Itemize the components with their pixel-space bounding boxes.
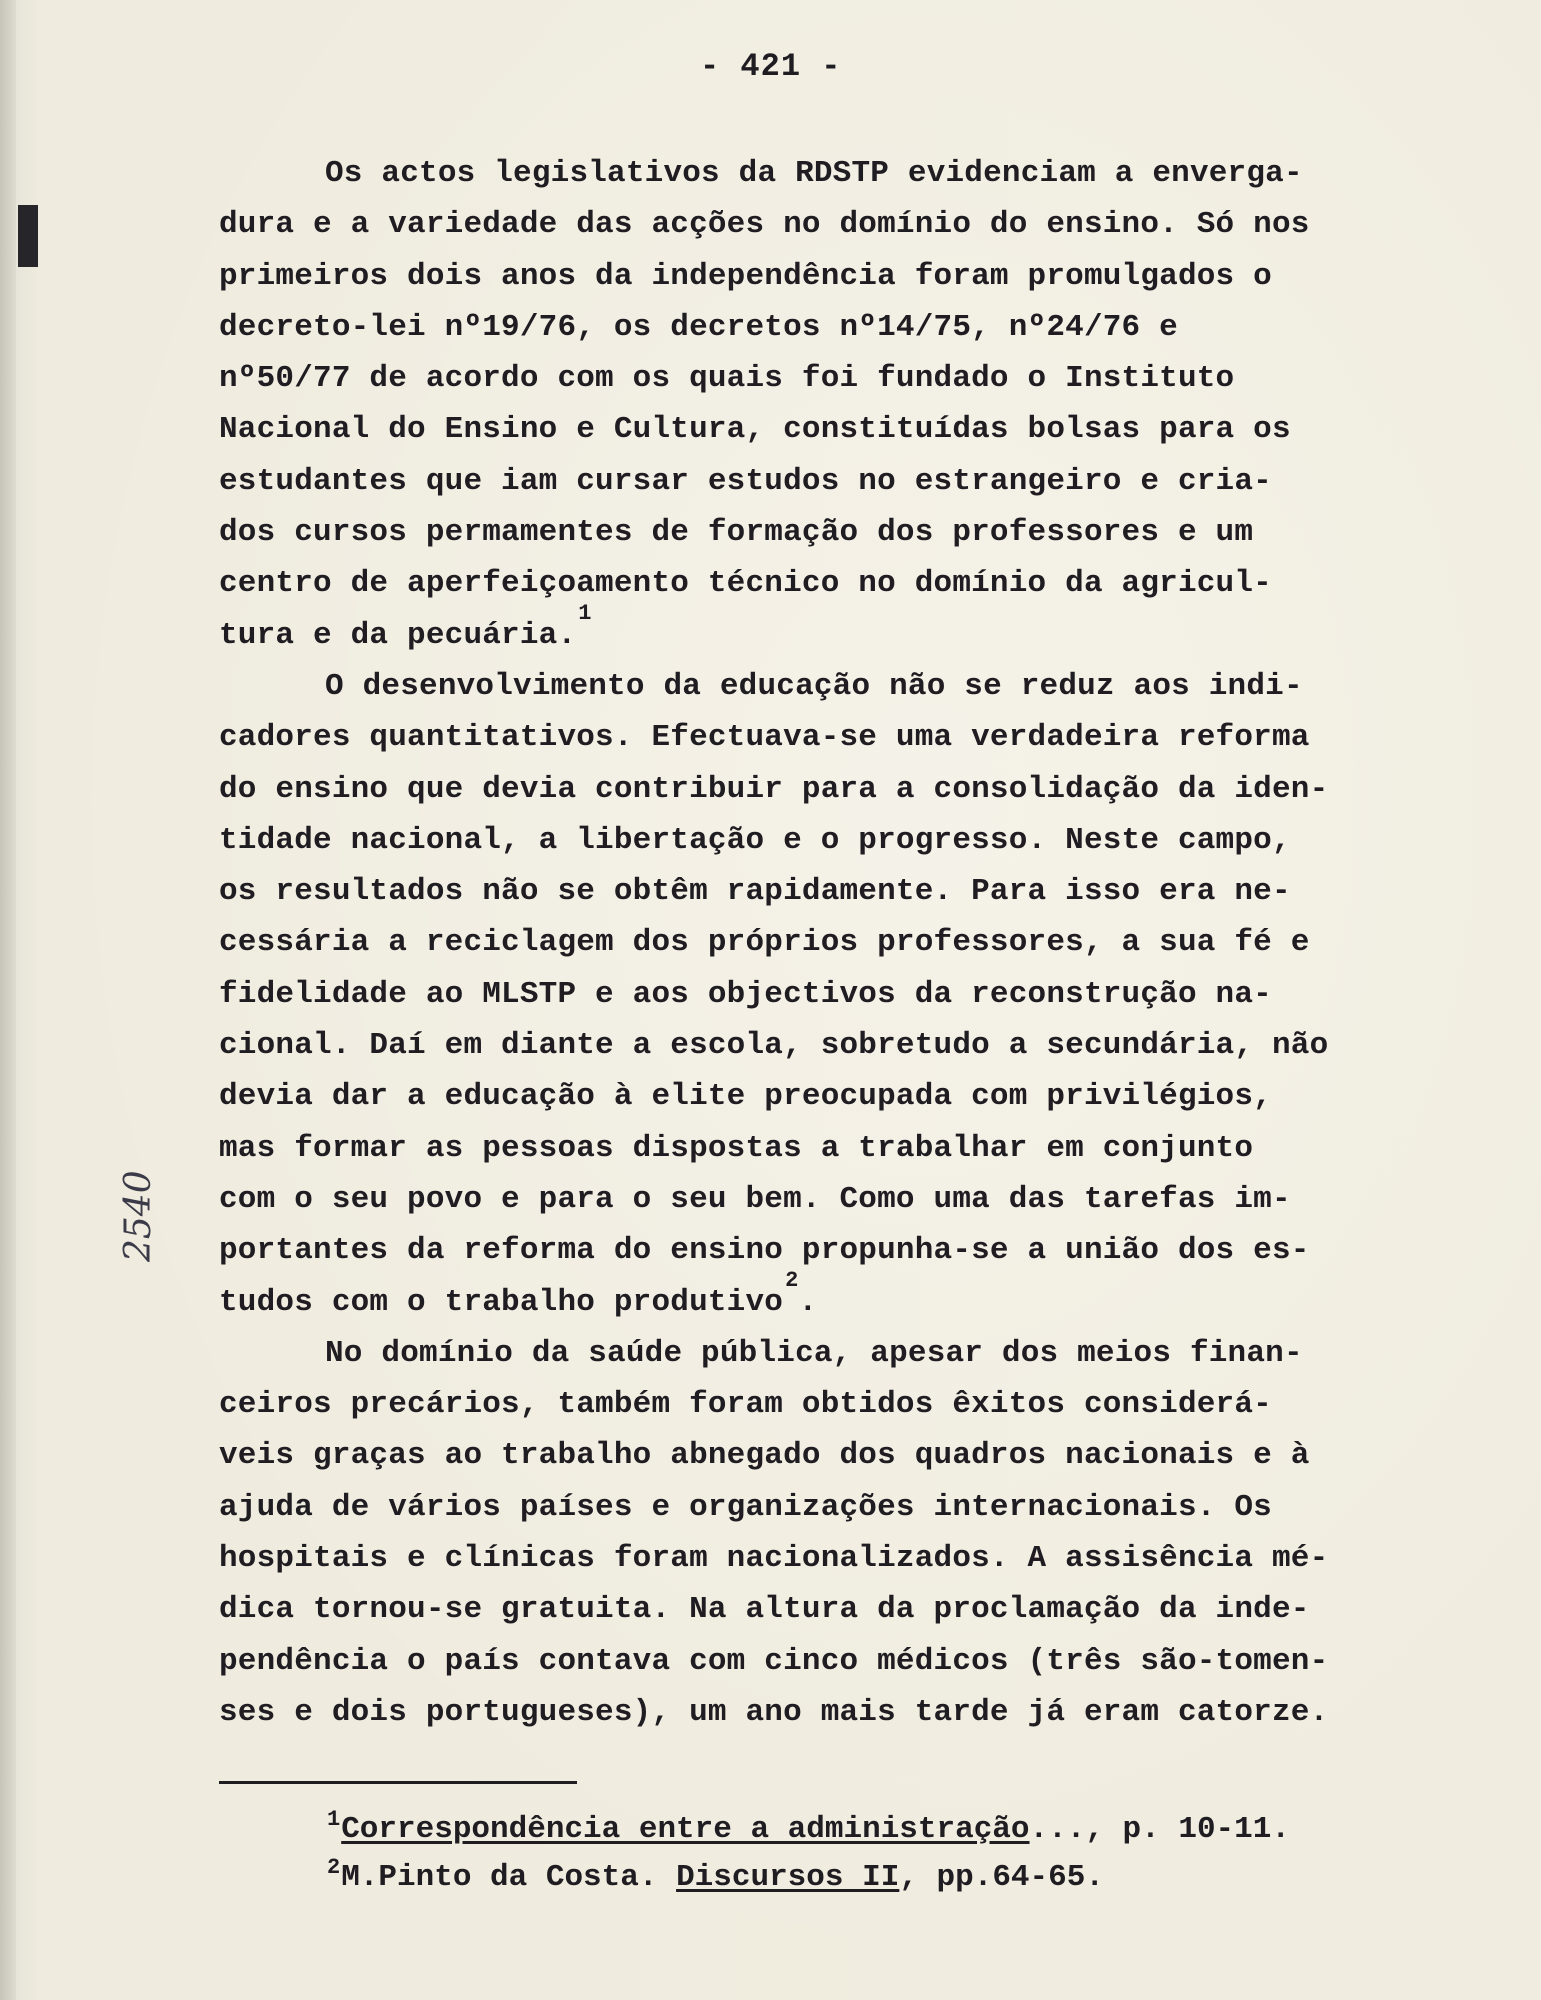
body-line: O desenvolvimento da educação não se reduz aos indi- [325, 668, 1303, 704]
body-line: dos cursos permamentes de formação dos professores e um [219, 515, 1254, 551]
body-line: No domínio da saúde pública, apesar dos meios finan- [325, 1335, 1303, 1371]
body-line: ses e dois portugueses), um ano mais tarde já eram catorze. [219, 1694, 1329, 1730]
binding-edge [0, 0, 16, 2000]
body-line-text: tudos com o trabalho produtivo [219, 1284, 784, 1320]
footnote-title: Discursos II [676, 1860, 900, 1895]
body-line: dura e a variedade das acções no domínio do ensino. Só nos [219, 207, 1310, 243]
body-line: centro de aperfeiçoamento técnico no domínio da agricul- [219, 566, 1272, 602]
page-number: - 421 - [700, 48, 842, 85]
body-line: hospitais e clínicas foram nacionalizados. A assisência mé- [219, 1541, 1329, 1577]
body-line: fidelidade ao MLSTP e aos objectivos da reconstrução na- [219, 976, 1272, 1012]
body-line: dica tornou-se gratuita. Na altura da proclamação da inde- [219, 1592, 1310, 1628]
body-line: Nacional do Ensino e Cultura, constituídas bolsas para os [219, 412, 1291, 448]
body-line: ajuda de vários países e organizações internacionais. Os [219, 1489, 1272, 1525]
footnote-pages: , pp.64-65. [899, 1860, 1104, 1895]
footnote-2 [327, 1855, 1477, 1895]
sentence-period: . [798, 1284, 818, 1320]
body-line: nº50/77 de acordo com os quais foi fundado o Instituto [219, 361, 1235, 397]
footnote-1 [327, 1807, 1477, 1847]
footnote-ref-1: 1 [578, 601, 592, 627]
body-line: ceiros precários, também foram obtidos êxitos considerá- [219, 1387, 1272, 1423]
footnote-pages: ..., p. 10-11. [1029, 1812, 1290, 1847]
footnote-author: M.Pinto da Costa. [341, 1860, 677, 1895]
body-line: tidade nacional, a libertação e o progresso. Neste campo, [219, 822, 1291, 858]
body-line: decreto-lei nº19/76, os decretos nº14/75, nº24/76 e [219, 309, 1178, 345]
footnote-title: Correspondência entre a administração [341, 1812, 1030, 1847]
body-line: os resultados não se obtêm rapidamente. Para isso era ne- [219, 874, 1291, 910]
body-line: mas formar as pessoas dispostas a trabalhar em conjunto [219, 1130, 1254, 1166]
body-line: devia dar a educação à elite preocupada com privilégios, [219, 1079, 1272, 1115]
footnote-rule [219, 1781, 577, 1784]
body-line-text: tura e da pecuária. [219, 617, 577, 653]
body-line: Os actos legislativos da RDSTP evidenciam a enverga- [325, 156, 1303, 191]
body-line: veis graças ao trabalho abnegado dos quadros nacionais e à [219, 1438, 1310, 1474]
body-line: portantes da reforma do ensino propunha-se a união dos es- [219, 1233, 1310, 1269]
body-line: cessária a reciclagem dos próprios professores, a sua fé e [219, 925, 1310, 961]
body-line: do ensino que devia contribuir para a consolidação da iden- [219, 771, 1329, 807]
footnote-ref-2: 2 [785, 1268, 799, 1294]
body-text [219, 148, 1479, 1738]
binding-mark [18, 205, 38, 267]
body-line: estudantes que iam cursar estudos no estrangeiro e cria- [219, 463, 1272, 499]
body-line: cadores quantitativos. Efectuava-se uma verdadeira reforma [219, 720, 1310, 756]
body-line-with-note [219, 1268, 1479, 1328]
body-line: pendência o país contava com cinco médicos (três são-tomen- [219, 1643, 1329, 1679]
body-line: com o seu povo e para o seu bem. Como uma das tarefas im- [219, 1181, 1291, 1217]
footnote-number: 2 [327, 1855, 341, 1880]
body-line: cional. Daí em diante a escola, sobretudo a secundária, não [219, 1028, 1329, 1064]
body-line: primeiros dois anos da independência foram promulgados o [219, 258, 1272, 294]
body-line-with-note [219, 601, 1479, 661]
margin-annotation: 2540 [118, 1170, 159, 1262]
footnote-number: 1 [327, 1807, 341, 1832]
